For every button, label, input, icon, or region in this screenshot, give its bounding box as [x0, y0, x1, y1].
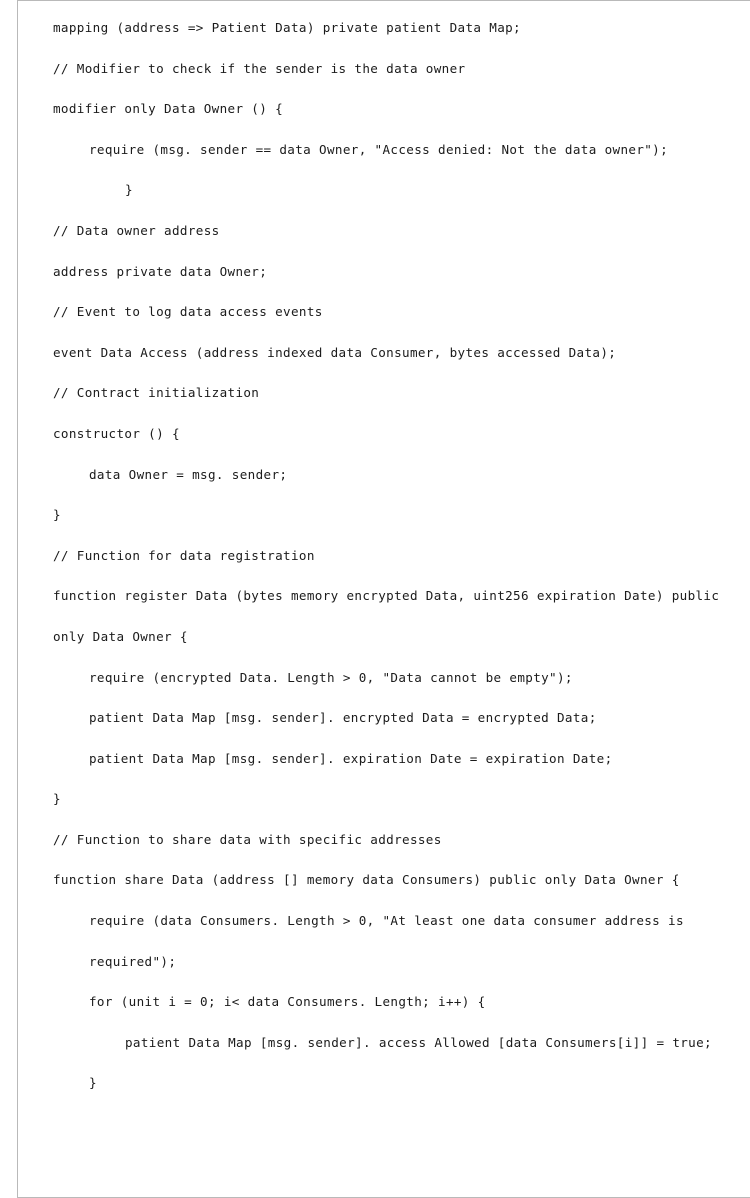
code-line: patient Data Map [msg. sender]. encrypted Data = encrypted Data;	[89, 710, 597, 726]
code-line: function share Data (address [] memory data Consumers) public only Data Owner {	[53, 872, 680, 888]
code-line: require (msg. sender == data Owner, "Access denied: Not the data owner");	[89, 141, 669, 157]
code-line: // Function to share data with specific addresses	[53, 831, 442, 847]
code-line: // Modifier to check if the sender is the data owner	[53, 60, 466, 76]
code-line: data Owner = msg. sender;	[89, 466, 288, 482]
code-line: require (data Consumers. Length > 0, "At least one data consumer address is required");	[89, 913, 692, 969]
code-line: mapping (address => Patient Data) private patient Data Map;	[53, 20, 521, 35]
code-line: constructor () {	[53, 425, 180, 441]
code-line: for (unit i = 0; i< data Consumers. Length; i++) {	[89, 994, 486, 1010]
code-listing	[0, 8, 750, 1104]
code-line: patient Data Map [msg. sender]. expiration Date = expiration Date;	[89, 750, 613, 766]
code-line: }	[53, 507, 61, 523]
code-line: // Event to log data access events	[53, 304, 323, 320]
code-line: function register Data (bytes memory encrypted Data, uint256 expiration Date) public only Data Owner {	[53, 588, 728, 644]
code-line: patient Data Map [msg. sender]. access Allowed [data Consumers[i]] = true;	[125, 1034, 712, 1050]
code-line: address private data Owner;	[53, 263, 268, 279]
code-line: require (encrypted Data. Length > 0, "Data cannot be empty");	[89, 669, 573, 685]
code-line: modifier only Data Owner () {	[53, 101, 284, 117]
code-line: // Data owner address	[53, 222, 220, 238]
code-line: event Data Access (address indexed data Consumer, bytes accessed Data);	[53, 344, 617, 360]
page-top-rule	[17, 0, 750, 1]
code-line: }	[125, 182, 133, 198]
code-line: // Contract initialization	[53, 385, 260, 401]
code-line: }	[89, 1075, 97, 1091]
code-line: // Function for data registration	[53, 547, 315, 563]
code-line: }	[53, 791, 61, 807]
